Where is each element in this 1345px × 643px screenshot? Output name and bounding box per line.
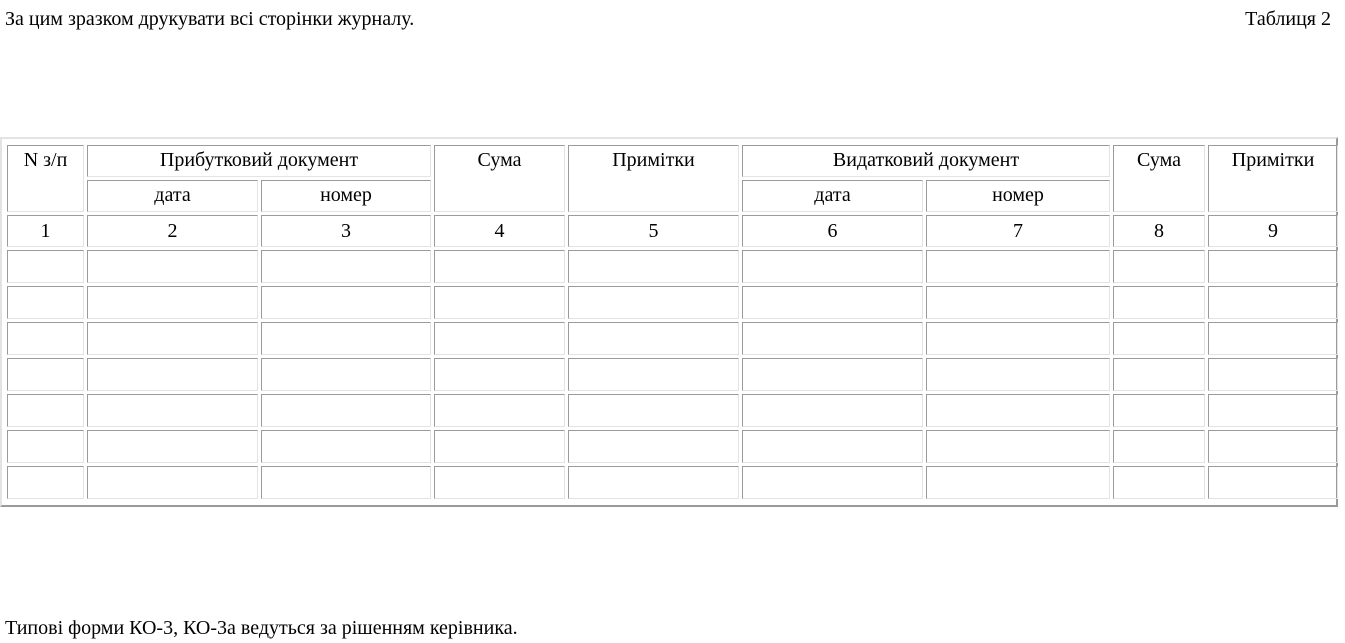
column-number-cell: 5 [568,215,739,247]
empty-cell [87,322,258,355]
empty-cell [87,358,258,391]
header-row-number: N з/п [7,145,84,212]
empty-cell [434,250,565,283]
column-number-row [7,215,1338,247]
empty-cell [926,250,1110,283]
empty-cell [926,322,1110,355]
empty-cell [742,466,923,499]
empty-cell [261,358,431,391]
empty-cell [87,466,258,499]
empty-cell [1113,358,1205,391]
empty-cell [926,286,1110,319]
table-row [7,358,1338,391]
empty-cell [742,358,923,391]
empty-cell [568,430,739,463]
column-number-cell: 4 [434,215,565,247]
empty-cell [742,430,923,463]
table-row [7,250,1338,283]
empty-cell [742,394,923,427]
table-row [7,430,1338,463]
empty-cell [926,430,1110,463]
empty-cell [1208,430,1338,463]
empty-cell [742,250,923,283]
empty-cell [434,466,565,499]
empty-cell [87,394,258,427]
empty-cell [7,286,84,319]
table-row [7,322,1338,355]
empty-cell [87,430,258,463]
empty-cell [1113,394,1205,427]
column-number-cell: 7 [926,215,1110,247]
empty-cell [434,394,565,427]
empty-cell [261,286,431,319]
empty-cell [926,466,1110,499]
empty-cell [1208,358,1338,391]
empty-cell [434,358,565,391]
empty-cell [568,358,739,391]
empty-cell [926,358,1110,391]
subheader-incoming-date: дата [87,180,258,212]
table-row [7,394,1338,427]
empty-cell [434,430,565,463]
empty-cell [926,394,1110,427]
empty-cell [568,322,739,355]
empty-cell [261,394,431,427]
empty-cell [261,250,431,283]
empty-cell [7,322,84,355]
empty-cell [1208,286,1338,319]
journal-body [7,250,1338,499]
empty-cell [568,250,739,283]
table-row [7,286,1338,319]
empty-cell [434,286,565,319]
header-sum-incoming: Сума [434,145,565,212]
header-outgoing-document: Видатковий документ [742,145,1110,177]
empty-cell [568,286,739,319]
empty-cell [7,466,84,499]
empty-cell [1208,250,1338,283]
empty-cell [742,286,923,319]
column-number-cell: 1 [7,215,84,247]
subheader-outgoing-number: номер [926,180,1110,212]
empty-cell [1113,250,1205,283]
empty-cell [1208,322,1338,355]
empty-cell [1113,466,1205,499]
empty-cell [1113,322,1205,355]
empty-cell [261,430,431,463]
journal-table [4,142,1341,502]
subheader-outgoing-date: дата [742,180,923,212]
forms-footnote-text: Типові форми КО-3, КО-3а ведуться за рішенням керівника. [5,617,518,639]
empty-cell [261,322,431,355]
empty-cell [87,250,258,283]
header-notes-outgoing: Примітки [1208,145,1338,212]
journal-table-frame [0,137,1338,507]
empty-cell [434,322,565,355]
empty-cell [261,466,431,499]
subheader-incoming-number: номер [261,180,431,212]
header-notes-incoming: Примітки [568,145,739,212]
empty-cell [7,394,84,427]
column-number-cell: 9 [1208,215,1338,247]
empty-cell [1113,286,1205,319]
empty-cell [87,286,258,319]
empty-cell [742,322,923,355]
empty-cell [7,430,84,463]
column-number-cell: 3 [261,215,431,247]
table-number-label: Таблиця 2 [1245,8,1331,30]
header-row [7,145,1338,177]
table-row [7,466,1338,499]
empty-cell [7,358,84,391]
empty-cell [1208,394,1338,427]
column-number-cell: 8 [1113,215,1205,247]
print-instruction-text: За цим зразком друкувати всі сторінки журналу. [5,8,415,30]
empty-cell [1113,430,1205,463]
empty-cell [568,394,739,427]
empty-cell [1208,466,1338,499]
header-incoming-document: Прибутковий документ [87,145,431,177]
header-sum-outgoing: Сума [1113,145,1205,212]
empty-cell [568,466,739,499]
column-number-cell: 6 [742,215,923,247]
empty-cell [7,250,84,283]
column-number-cell: 2 [87,215,258,247]
